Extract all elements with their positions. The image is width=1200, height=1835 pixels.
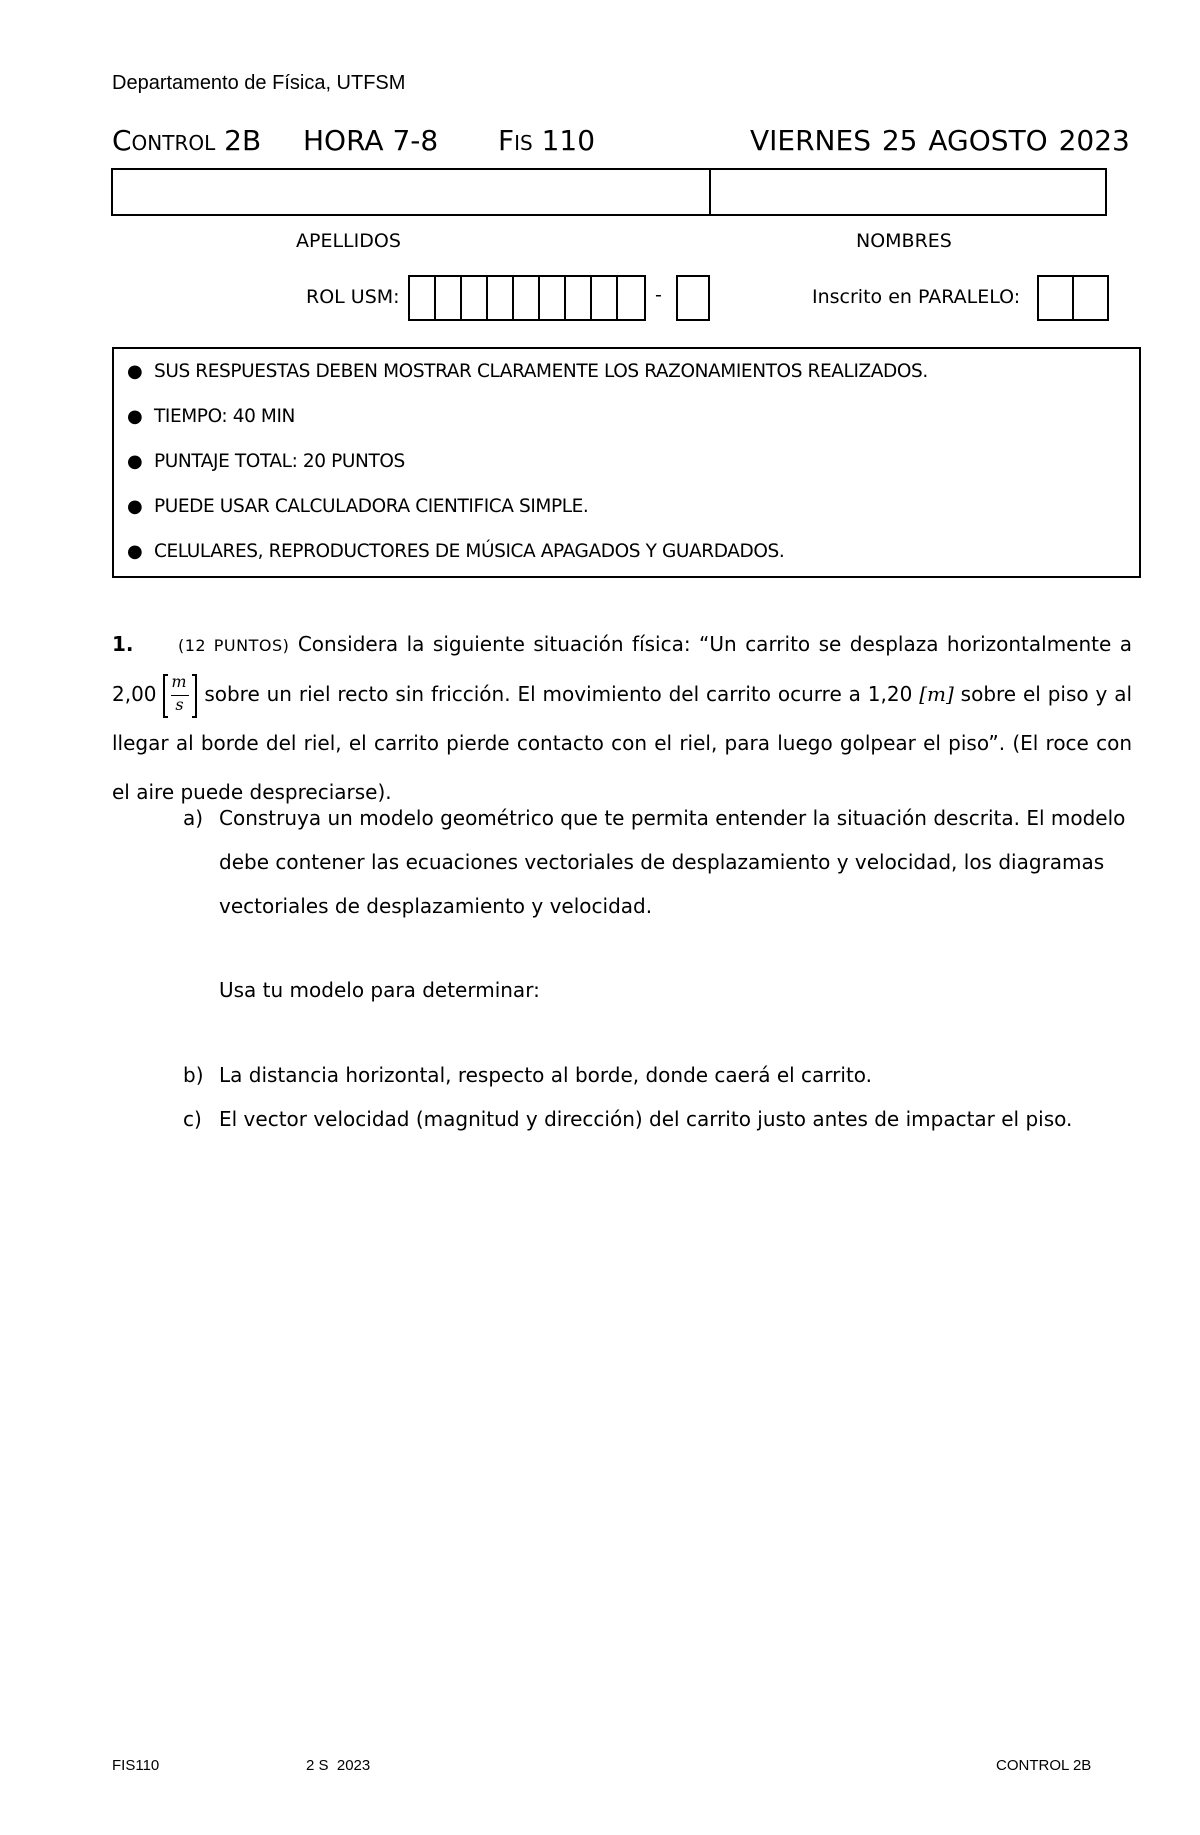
question-text-c: sobre el piso y al llegar al borde del riel, el carrito pierde contacto con el riel, para luego golpear el piso”. (El roce con el aire puede despreciarse).: [112, 682, 1133, 804]
rol-digit-box[interactable]: [566, 277, 592, 319]
question-text-a: Considera la siguiente situación física: “Un carrito se desplaza horizontalmente a: [297, 632, 1133, 656]
instruction-item: ● PUNTAJE TOTAL: 20 PUNTOS: [114, 447, 1139, 492]
instructions-list: [114, 357, 1139, 582]
rol-label: ROL USM:: [306, 286, 400, 308]
rol-digit-box[interactable]: [592, 277, 618, 319]
instructions-box: [112, 347, 1141, 578]
question-1: [112, 620, 1132, 817]
question-number: 1.: [112, 632, 134, 656]
item-b: [183, 1053, 1133, 1097]
rol-check-box[interactable]: [676, 275, 710, 321]
height-unit: [m]: [919, 682, 954, 706]
course-code: Fis 110: [498, 124, 596, 157]
instruction-item: ● PUEDE USAR CALCULADORA CIENTIFICA SIMPLE.: [114, 492, 1139, 537]
paralelo-digit-box[interactable]: [1039, 277, 1074, 319]
bullet-icon: ●: [127, 541, 143, 562]
hora-label: HORA 7-8: [303, 124, 439, 157]
instruction-item: ● SUS RESPUESTAS DEBEN MOSTRAR CLARAMENTE LOS RAZONAMIENTOS REALIZADOS.: [114, 357, 1139, 402]
footer-control: CONTROL 2B: [996, 1757, 1092, 1774]
item-a: [183, 796, 1133, 928]
item-c-letter: c): [183, 1107, 202, 1131]
bullet-icon: ●: [127, 496, 143, 517]
rol-digit-box[interactable]: [410, 277, 436, 319]
item-b-letter: b): [183, 1063, 204, 1087]
item-c-text: El vector velocidad (magnitud y dirección) del carrito justo antes de impactar el piso.: [219, 1107, 1073, 1131]
item-b-text: La distancia horizontal, respecto al borde, donde caerá el carrito.: [219, 1063, 873, 1087]
rol-digit-box[interactable]: [540, 277, 566, 319]
rol-digit-box[interactable]: [488, 277, 514, 319]
exam-date: VIERNES 25 AGOSTO 2023: [750, 124, 1130, 157]
bullet-icon: ●: [127, 451, 143, 472]
question-points: (12 PUNTOS): [178, 636, 290, 655]
unit-numerator: m: [171, 671, 187, 691]
bullet-icon: ●: [127, 406, 143, 427]
bullet-icon: ●: [127, 361, 143, 382]
footer-semester: 2 S 2023: [306, 1757, 371, 1774]
rol-digit-box[interactable]: [436, 277, 462, 319]
item-a-letter: a): [183, 806, 204, 830]
instruction-item: ● TIEMPO: 40 MIN: [114, 402, 1139, 447]
item-c: [183, 1097, 1133, 1141]
model-prompt-row: [183, 968, 1133, 1012]
control-title: Control 2B: [112, 124, 262, 157]
rol-digit-box[interactable]: [618, 277, 644, 319]
name-fields: [111, 168, 1107, 216]
paralelo-digit-box[interactable]: [1074, 277, 1107, 319]
rol-boxes[interactable]: [408, 275, 646, 321]
paralelo-label: Inscrito en PARALELO:: [812, 286, 1021, 308]
unit-denominator: s: [175, 694, 184, 714]
rol-digit-box[interactable]: [514, 277, 540, 319]
speed-unit-fraction: [163, 671, 197, 718]
rol-digit-box[interactable]: [462, 277, 488, 319]
question-text-b: sobre un riel recto sin fricción. El movimiento del carrito ocurre a 1,20: [204, 682, 913, 706]
nombres-label: NOMBRES: [856, 230, 952, 252]
footer-course: FIS110: [112, 1757, 160, 1774]
apellidos-label: APELLIDOS: [296, 230, 401, 252]
rol-check-digit-box[interactable]: [678, 277, 708, 319]
instruction-item: ● CELULARES, REPRODUCTORES DE MÚSICA APAGADOS Y GUARDADOS.: [114, 537, 1139, 582]
paralelo-boxes[interactable]: [1037, 275, 1109, 321]
rol-dash: -: [655, 284, 662, 306]
nombres-field[interactable]: [711, 170, 1105, 214]
model-prompt: Usa tu modelo para determinar:: [219, 978, 540, 1002]
item-a-text: Construya un modelo geométrico que te permita entender la situación descrita. El modelo debe contener las ecuaciones vectoriales de desplazamiento y velocidad, los diagramas vectoriales de desplazamiento y velocidad.: [219, 806, 1126, 918]
apellidos-field[interactable]: [113, 170, 711, 214]
department-name: Departamento de Física, UTFSM: [112, 72, 406, 94]
speed-value: 2,00: [112, 682, 157, 706]
